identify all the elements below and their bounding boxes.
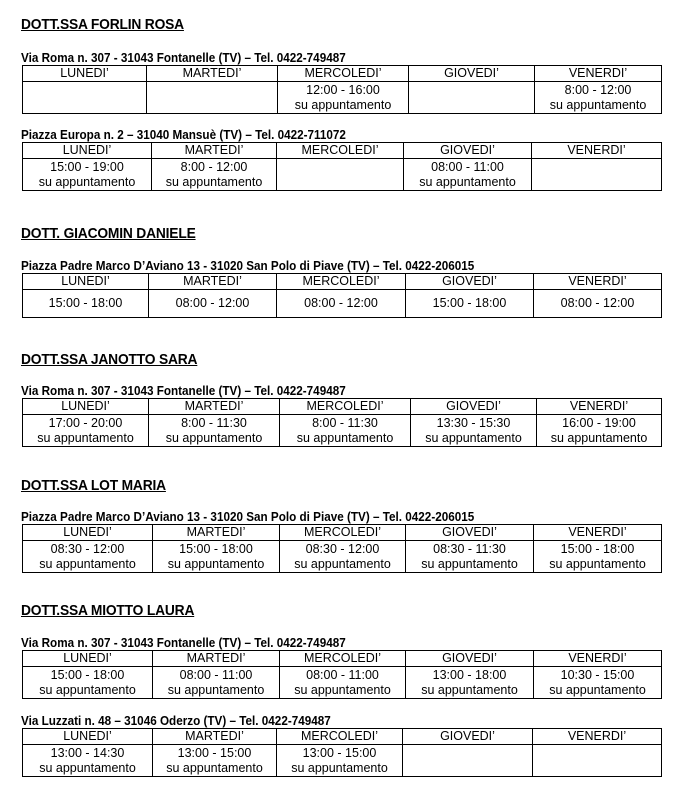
doctor-name: DOTT.SSA JANOTTO SARA	[21, 351, 198, 368]
day-header: GIOVEDI’	[404, 143, 532, 159]
hours-cell	[409, 82, 535, 114]
day-header: MARTEDI’	[147, 66, 278, 82]
appointment-note: su appuntamento	[165, 430, 263, 445]
hours-cell	[23, 290, 149, 318]
time-range: 15:00 - 18:00	[560, 541, 635, 556]
appointment-note: su appuntamento	[167, 682, 265, 697]
day-header: MERCOLEDI’	[277, 729, 403, 745]
hours-row	[23, 290, 662, 318]
day-header: MERCOLEDI’	[278, 66, 409, 82]
hours-cell	[403, 745, 533, 777]
hours-cell	[280, 415, 411, 447]
day-header: MERCOLEDI’	[280, 399, 411, 415]
day-header: MARTEDI’	[149, 274, 277, 290]
day-header-row	[23, 66, 662, 82]
hours-cell	[23, 541, 153, 573]
hours-cell	[280, 667, 406, 699]
time-range: 15:00 - 19:00	[50, 159, 124, 174]
day-header: LUNEDI’	[23, 274, 149, 290]
time-range: 08:30 - 12:00	[50, 541, 125, 556]
location-address: Via Roma n. 307 - 31043 Fontanelle (TV) – Tel. 0422-749487	[21, 50, 346, 65]
hours-cell	[153, 541, 280, 573]
hours-cell	[404, 159, 532, 191]
day-header-row	[23, 525, 662, 541]
hours-row	[23, 82, 662, 114]
appointment-note: su appuntamento	[165, 174, 263, 189]
appointment-note: su appuntamento	[419, 174, 516, 189]
appointment-note	[403, 761, 532, 776]
time-range: 8:00 - 12:00	[180, 159, 248, 174]
appointment-note: su appuntamento	[421, 556, 518, 571]
day-header: GIOVEDI’	[411, 399, 537, 415]
time-range: 08:00 - 11:00	[179, 667, 253, 682]
day-header: MERCOLEDI’	[277, 143, 404, 159]
time-range: 10:30 - 15:00	[560, 667, 635, 682]
time-range: 08:00 - 12:00	[175, 296, 250, 310]
day-header: LUNEDI’	[23, 143, 152, 159]
hours-cell	[534, 541, 662, 573]
schedule-table	[22, 728, 662, 777]
appointment-note: su appuntamento	[39, 556, 136, 571]
hours-row	[23, 745, 662, 777]
time-range: 13:00 - 14:30	[50, 745, 125, 760]
appointment-note: su appuntamento	[549, 682, 646, 697]
hours-cell	[153, 745, 277, 777]
hours-row	[23, 541, 662, 573]
day-header-row	[23, 143, 662, 159]
day-header: MERCOLEDI’	[277, 274, 406, 290]
day-header: MARTEDI’	[153, 525, 280, 541]
hours-cell	[152, 159, 277, 191]
time-range	[533, 746, 661, 761]
hours-cell	[277, 290, 406, 318]
time-range: 15:00 - 18:00	[432, 296, 507, 310]
hours-cell	[280, 541, 406, 573]
day-header: LUNEDI’	[23, 399, 149, 415]
time-range: 13:00 - 18:00	[432, 667, 507, 682]
hours-cell	[532, 159, 662, 191]
hours-cell	[535, 82, 662, 114]
day-header: VENERDI’	[537, 399, 662, 415]
doctor-name: DOTT.SSA FORLIN ROSA	[21, 16, 184, 33]
time-range	[277, 160, 403, 175]
day-header: VENERDI’	[534, 525, 662, 541]
schedule-table	[22, 650, 662, 699]
appointment-note: su appuntamento	[294, 682, 391, 697]
appointment-note: su appuntamento	[425, 430, 522, 445]
time-range	[403, 746, 532, 761]
hours-cell	[149, 415, 280, 447]
schedule-table	[22, 398, 662, 447]
doctor-name: DOTT.SSA LOT MARIA	[21, 477, 166, 494]
appointment-note: su appuntamento	[294, 556, 391, 571]
appointment-note	[409, 98, 534, 113]
day-header: LUNEDI’	[23, 651, 153, 667]
time-range: 08:00 - 12:00	[560, 296, 635, 310]
time-range	[532, 160, 661, 175]
schedule-table	[22, 142, 662, 191]
hours-cell	[149, 290, 277, 318]
hours-row	[23, 159, 662, 191]
hours-cell	[406, 541, 534, 573]
time-range: 8:00 - 12:00	[564, 82, 632, 97]
location-address: Via Roma n. 307 - 31043 Fontanelle (TV) – Tel. 0422-749487	[21, 383, 346, 398]
appointment-note: su appuntamento	[291, 760, 388, 775]
hours-cell	[278, 82, 409, 114]
hours-cell	[277, 745, 403, 777]
appointment-note	[532, 175, 661, 190]
doctor-name: DOTT. GIACOMIN DANIELE	[21, 225, 196, 242]
day-header: GIOVEDI’	[406, 525, 534, 541]
schedule-table	[22, 524, 662, 573]
day-header: MARTEDI’	[152, 143, 277, 159]
appointment-note	[277, 175, 403, 190]
day-header-row	[23, 399, 662, 415]
day-header: GIOVEDI’	[403, 729, 533, 745]
appointment-note	[147, 98, 277, 113]
time-range: 13:00 - 15:00	[177, 745, 252, 760]
appointment-note: su appuntamento	[550, 430, 648, 445]
appointment-note: su appuntamento	[39, 760, 136, 775]
day-header: GIOVEDI’	[409, 66, 535, 82]
time-range: 8:00 - 11:30	[312, 415, 378, 430]
hours-cell	[534, 667, 662, 699]
location-address: Piazza Padre Marco D’Aviano 13 - 31020 San Polo di Piave (TV) – Tel. 0422-206015	[21, 509, 475, 524]
day-header: LUNEDI’	[23, 729, 153, 745]
location-address: Piazza Padre Marco D’Aviano 13 - 31020 San Polo di Piave (TV) – Tel. 0422-206015	[21, 258, 475, 273]
time-range	[23, 83, 146, 98]
hours-row	[23, 667, 662, 699]
location-address: Via Luzzati n. 48 – 31046 Oderzo (TV) – Tel. 0422-749487	[21, 713, 331, 728]
hours-cell	[23, 667, 153, 699]
hours-cell	[533, 745, 662, 777]
day-header: MARTEDI’	[153, 729, 277, 745]
time-range: 13:00 - 15:00	[302, 745, 377, 760]
hours-cell	[23, 159, 152, 191]
time-range: 15:00 - 18:00	[50, 667, 125, 682]
hours-cell	[534, 290, 662, 318]
appointment-note	[533, 761, 661, 776]
day-header: VENERDI’	[535, 66, 662, 82]
day-header-row	[23, 274, 662, 290]
hours-cell	[277, 159, 404, 191]
hours-cell	[23, 745, 153, 777]
day-header-row	[23, 729, 662, 745]
appointment-note: su appuntamento	[296, 430, 394, 445]
time-range: 8:00 - 11:30	[181, 415, 247, 430]
day-header: MARTEDI’	[153, 651, 280, 667]
location-address: Via Roma n. 307 - 31043 Fontanelle (TV) – Tel. 0422-749487	[21, 635, 346, 650]
appointment-note: su appuntamento	[38, 174, 136, 189]
hours-cell	[406, 290, 534, 318]
appointment-note: su appuntamento	[39, 682, 136, 697]
day-header: GIOVEDI’	[406, 651, 534, 667]
time-range: 15:00 - 18:00	[48, 296, 123, 310]
schedule-table	[22, 65, 662, 114]
time-range: 15:00 - 18:00	[179, 541, 253, 556]
hours-cell	[411, 415, 537, 447]
appointment-note: su appuntamento	[294, 97, 392, 112]
day-header: MERCOLEDI’	[280, 651, 406, 667]
day-header: LUNEDI’	[23, 66, 147, 82]
time-range: 08:30 - 11:30	[433, 541, 506, 556]
hours-row	[23, 415, 662, 447]
day-header: VENERDI’	[532, 143, 662, 159]
hours-cell	[406, 667, 534, 699]
hours-cell	[537, 415, 662, 447]
hours-cell	[23, 415, 149, 447]
time-range: 08:00 - 11:00	[431, 159, 504, 174]
day-header: VENERDI’	[533, 729, 662, 745]
time-range: 16:00 - 19:00	[562, 415, 636, 430]
hours-cell	[153, 667, 280, 699]
time-range: 08:30 - 12:00	[305, 541, 380, 556]
doctor-name: DOTT.SSA MIOTTO LAURA	[21, 602, 195, 619]
appointment-note: su appuntamento	[421, 682, 518, 697]
time-range: 13:30 - 15:30	[436, 415, 511, 430]
appointment-note: su appuntamento	[167, 556, 265, 571]
appointment-note: su appuntamento	[549, 556, 646, 571]
schedule-table	[22, 273, 662, 318]
day-header: MERCOLEDI’	[280, 525, 406, 541]
time-range: 08:00 - 11:00	[306, 667, 379, 682]
hours-cell	[147, 82, 278, 114]
time-range: 12:00 - 16:00	[306, 82, 380, 97]
day-header: MARTEDI’	[149, 399, 280, 415]
appointment-note: su appuntamento	[37, 430, 134, 445]
time-range: 08:00 - 12:00	[304, 296, 378, 310]
time-range: 17:00 - 20:00	[48, 415, 123, 430]
day-header: GIOVEDI’	[406, 274, 534, 290]
day-header: VENERDI’	[534, 274, 662, 290]
appointment-note: su appuntamento	[166, 760, 263, 775]
hours-cell	[23, 82, 147, 114]
time-range	[409, 83, 534, 98]
day-header: LUNEDI’	[23, 525, 153, 541]
time-range	[147, 83, 277, 98]
appointment-note	[23, 98, 146, 113]
day-header-row	[23, 651, 662, 667]
location-address: Piazza Europa n. 2 – 31040 Mansuè (TV) – Tel. 0422-711072	[21, 127, 346, 142]
day-header: VENERDI’	[534, 651, 662, 667]
appointment-note: su appuntamento	[549, 97, 647, 112]
